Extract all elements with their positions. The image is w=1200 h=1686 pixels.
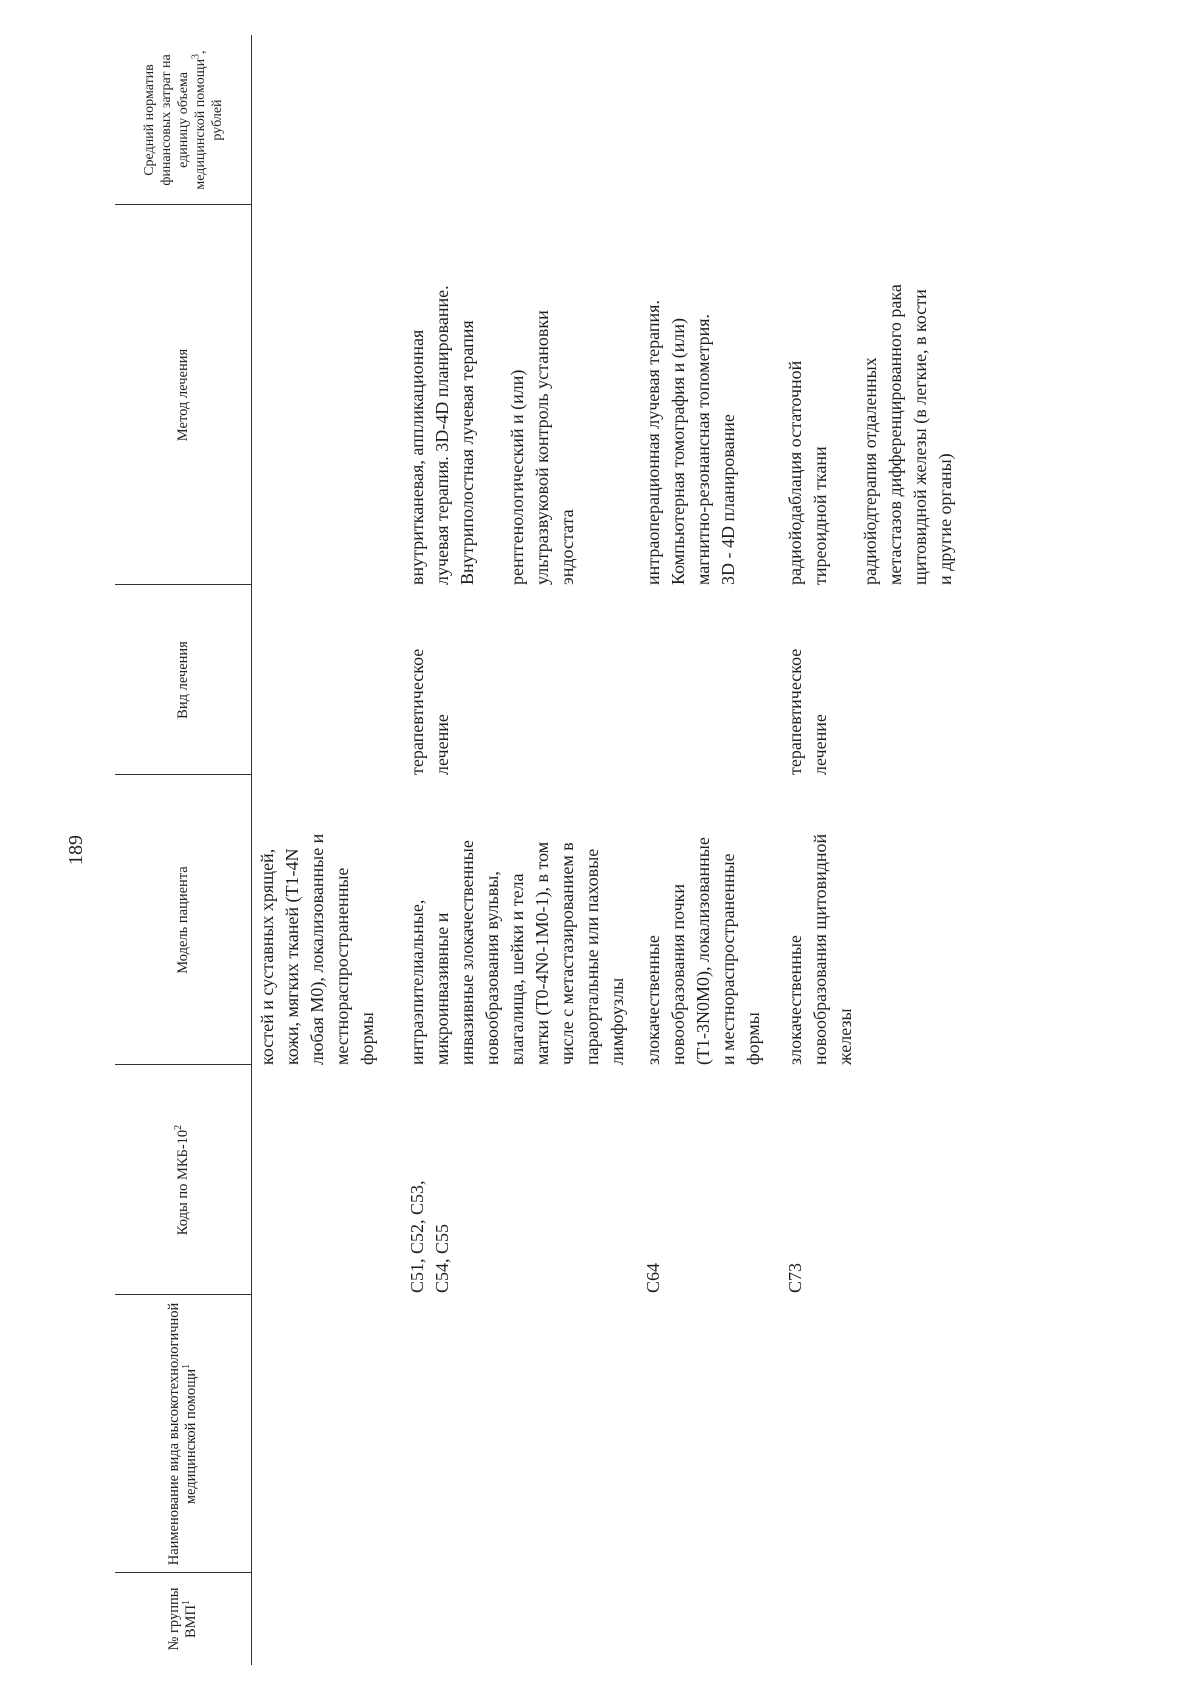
page-number: 189 [65, 835, 87, 865]
header-model: Модель пациента [174, 866, 191, 974]
header-group: № группы ВМП$^1$ [166, 1587, 199, 1651]
header-method: Метод лечения [174, 348, 191, 442]
row-3-model: злокачественные новообразования щитовидной железы [785, 833, 855, 1065]
header-codes: Коды по МКБ-$10^2$ [172, 1124, 191, 1236]
row-1-method: внутритканевая, аппликационная лучевая терапия. 3D-4D планирование. Внутриполостная лучевая терапия рентгенологический и (или) ультразвуковой контроль установки эндостата [407, 285, 577, 585]
row-3-method: радиойодаблация остаточной тиреоидной ткани радиойодтерапия отдаленных метастазов дифференцированного рака щитовидной железы (в легкие, в кости и другие органы) [785, 284, 955, 585]
header-treatment-type: Вид лечения [174, 641, 191, 719]
row-3-type: терапевтическое лечение [785, 648, 830, 775]
header-name: Наименование вида высокотехнологичной медицинской помощи$^1$ [166, 1302, 199, 1566]
rotated-table [115, 35, 1200, 1665]
row-1-type: терапевтическое лечение [407, 648, 452, 775]
header-cost: Средний норматив финансовых затрат на единицу объема медицинской помощи$^3$, рублей [141, 50, 225, 190]
row-0-model: костей и суставных хрящей, кожи, мягких тканей (T1-4N любая M0), локализованные и местнораспространенные формы [257, 833, 377, 1065]
row-2-method: интраоперационная лучевая терапия. Компьютерная томография и (или) магнитно-резонансная топометрия. 3D - 4D планирование [643, 300, 738, 585]
table-header [115, 35, 252, 1665]
row-3-codes: C73 [785, 1262, 805, 1293]
row-2-model: злокачественные новообразования почки (T1-3N0M0), локализованные и местнораспространенные формы [643, 837, 763, 1065]
row-1-model: интраэпителиальные, микроинвазивные и инвазивные злокачественные новообразования вульвы, влагалища, шейки и тела матки (T0-4N0-1M0-1), в том числе с метастазированием в параортальные или паховые лимфоузлы [407, 840, 627, 1065]
row-1-codes: C51, C52, C53, C54, C55 [407, 1180, 452, 1293]
row-2-codes: C64 [643, 1262, 663, 1293]
